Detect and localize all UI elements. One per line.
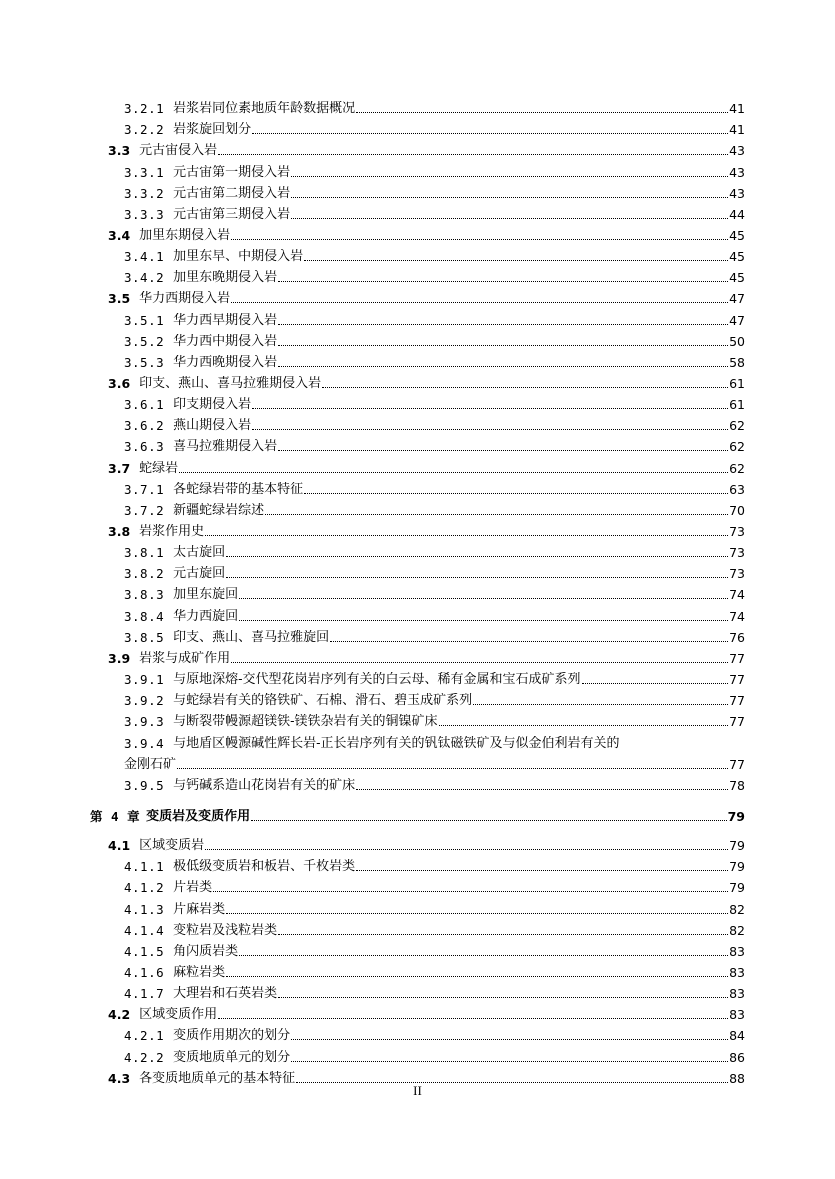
toc-dot-leader	[330, 641, 728, 642]
toc-entry-title: 与原地深熔-交代型花岗岩序列有关的白云母、稀有金属和宝石成矿系列	[173, 672, 581, 687]
toc-subsection-entry	[124, 311, 745, 329]
toc-dot-leader	[582, 683, 729, 684]
toc-page-number: 47	[729, 312, 745, 328]
toc-entry-number: 3.5.2	[124, 333, 165, 349]
toc-entry-title: 各蛇绿岩带的基本特征	[173, 481, 304, 497]
toc-entry-title-continued: 金刚石矿	[124, 756, 177, 772]
toc-entry-title: 变质作用期次的划分	[173, 1028, 291, 1044]
toc-subsection-entry	[124, 120, 745, 138]
toc-dot-leader	[356, 112, 728, 113]
toc-entry-number: 3.9.2	[124, 693, 165, 709]
toc-entry-number: 4.1	[108, 838, 131, 854]
toc-page-number: 44	[729, 206, 745, 222]
toc-subsection-entry	[124, 628, 745, 646]
toc-dot-leader	[291, 1039, 728, 1040]
toc-entry-title: 各变质地质单元的基本特征	[139, 1070, 296, 1086]
toc-dot-leader	[218, 154, 728, 155]
toc-dot-leader	[278, 366, 728, 367]
toc-entry-title: 岩浆与成矿作用	[139, 650, 231, 666]
toc-subsection-entry	[124, 1026, 745, 1044]
toc-entry-title: 蛇绿岩	[139, 460, 179, 476]
toc-dot-leader	[239, 598, 728, 599]
toc-entry-title: 与地盾区幔源碱性辉长岩-正长岩序列有关的钒钛磁铁矿及与似金伯利岩有关的	[173, 735, 620, 751]
toc-subsection-entry	[124, 776, 745, 794]
toc-entry-title: 加里东晚期侵入岩	[173, 270, 278, 286]
toc-dot-leader	[278, 324, 728, 325]
toc-subsection-entry	[124, 585, 745, 603]
toc-subsection-entry	[124, 501, 745, 519]
toc-page-number: 77	[729, 756, 745, 772]
toc-entry-title: 岩浆岩同位素地质年龄数据概况	[173, 101, 356, 116]
toc-entry-title: 片岩类	[173, 880, 213, 896]
toc-entry-title: 岩浆旋回划分	[173, 122, 252, 138]
toc-page-number: 45	[729, 270, 745, 286]
toc-entry-title: 大理岩和石英岩类	[173, 986, 278, 1002]
toc-entry-title: 华力西晚期侵入岩	[173, 354, 278, 370]
toc-entry-title: 元古宙第一期侵入岩	[173, 164, 291, 180]
toc-entry-number: 3.8.3	[124, 587, 165, 603]
toc-subsection-entry	[124, 857, 745, 875]
toc-entry-title: 元古宙第二期侵入岩	[173, 185, 291, 201]
toc-entry-title: 变质岩及变质作用	[146, 808, 251, 824]
toc-entry-title: 变粒岩及浅粒岩类	[173, 922, 278, 938]
toc-dot-leader	[226, 556, 728, 557]
toc-page-number: 79	[727, 808, 745, 824]
toc-entry-number: 3.6.2	[124, 418, 165, 434]
toc-section-entry	[108, 141, 745, 159]
toc-dot-leader	[278, 281, 728, 282]
toc-entry-number: 4.2.1	[124, 1028, 165, 1044]
toc-page-number: 78	[729, 777, 745, 793]
toc-subsection-entry	[124, 268, 745, 286]
toc-entry-title: 太古旋回	[173, 545, 226, 561]
toc-dot-leader	[179, 472, 728, 473]
toc-dot-leader	[218, 1018, 728, 1019]
toc-dot-leader	[291, 176, 728, 177]
toc-dot-leader	[239, 955, 728, 956]
toc-page-number: 79	[729, 880, 745, 896]
toc-page-number: 83	[729, 1007, 745, 1023]
toc-entry-title: 元古宙侵入岩	[139, 143, 218, 159]
toc-page-number: 70	[729, 502, 745, 518]
toc-dot-leader	[226, 976, 728, 977]
toc-entry-number: 3.8.5	[124, 629, 165, 645]
toc-subsection-entry	[124, 734, 745, 752]
toc-page-number: 43	[729, 143, 745, 159]
toc-subsection-entry	[124, 900, 745, 918]
toc-entry-number: 4.2	[108, 1007, 131, 1023]
toc-entry-number: 3.8	[108, 524, 131, 539]
toc-entry-title: 片麻岩类	[173, 901, 226, 917]
toc-page-number: 41	[729, 122, 745, 138]
toc-entry-number: 4.1.2	[124, 880, 165, 896]
toc-subsection-entry	[124, 332, 745, 350]
toc-page-number: 86	[729, 1049, 745, 1065]
toc-dot-leader	[439, 725, 729, 726]
toc-subsection-entry	[124, 564, 745, 582]
toc-entry-number: 3.4	[108, 227, 131, 243]
toc-dot-leader	[231, 662, 728, 663]
toc-dot-leader	[252, 429, 728, 430]
toc-page-number: 61	[729, 397, 745, 413]
toc-entry-title: 与蛇绿岩有关的铬铁矿、石棉、滑石、碧玉成矿系列	[173, 693, 473, 709]
toc-section-entry	[108, 289, 745, 307]
toc-subsection-entry	[124, 205, 745, 223]
toc-entry-number: 3.8.1	[124, 545, 165, 561]
toc-page-number: 84	[729, 1028, 745, 1044]
toc-entry-number: 4.1.1	[124, 859, 165, 875]
toc-dot-leader	[205, 535, 728, 536]
toc-dot-leader	[213, 891, 728, 892]
toc-entry-number: 3.9.1	[124, 672, 165, 687]
toc-entry-number: 3.9.3	[124, 714, 165, 730]
toc-entry-number: 3.4.1	[124, 249, 165, 265]
toc-subsection-entry	[124, 921, 745, 939]
toc-entry-title: 华力西早期侵入岩	[173, 312, 278, 328]
toc-entry-number: 3.3.1	[124, 164, 165, 180]
toc-entry-title: 印支、燕山、喜马拉雅旋回	[173, 629, 330, 645]
toc-entry-title: 岩浆作用史	[139, 524, 205, 539]
toc-entry-number: 3.7	[108, 460, 131, 476]
toc-section-entry	[108, 836, 745, 854]
toc-entry-number: 3.8.2	[124, 566, 165, 582]
toc-dot-leader	[291, 218, 728, 219]
toc-page-number: 61	[729, 375, 745, 391]
toc-page-number: 79	[729, 838, 745, 854]
toc-section-entry	[108, 649, 745, 667]
toc-page-number: 43	[729, 185, 745, 201]
toc-dot-leader	[278, 345, 728, 346]
toc-entry-number: 3.7.1	[124, 481, 165, 497]
toc-dot-leader	[356, 870, 728, 871]
toc-page-number: 74	[729, 587, 745, 603]
toc-dot-leader	[265, 514, 728, 515]
toc-subsection-entry	[124, 416, 745, 434]
page-number-footer: II	[413, 1083, 422, 1098]
toc-entry-number: 4.3	[108, 1070, 131, 1086]
toc-subsection-entry	[124, 247, 745, 265]
toc-dot-leader	[291, 197, 728, 198]
toc-entry-title: 华力西中期侵入岩	[173, 333, 278, 349]
toc-subsection-entry-continued	[124, 755, 745, 773]
toc-page-number: 43	[729, 164, 745, 180]
toc-page-number: 73	[729, 566, 745, 582]
toc-subsection-entry	[124, 607, 745, 625]
toc-entry-number: 3.2.2	[124, 122, 165, 138]
toc-subsection-entry	[124, 691, 745, 709]
toc-entry-title: 变质地质单元的划分	[173, 1049, 291, 1065]
toc-entry-title: 与断裂带幔源超镁铁-镁铁杂岩有关的铜镍矿床	[173, 714, 438, 730]
toc-entry-number: 4.2.2	[124, 1049, 165, 1065]
toc-subsection-entry	[124, 437, 745, 455]
toc-page-number: 76	[729, 629, 745, 645]
toc-dot-leader	[205, 849, 728, 850]
toc-page-number: 79	[729, 859, 745, 875]
toc-page-number: 88	[729, 1070, 745, 1086]
toc-subsection-entry	[124, 99, 745, 117]
toc-entry-number: 3.5.1	[124, 312, 165, 328]
toc-page-number: 83	[729, 986, 745, 1002]
toc-subsection-entry	[124, 543, 745, 561]
toc-entry-title: 加里东旋回	[173, 587, 239, 603]
toc-page-number: 77	[729, 714, 745, 730]
toc-page-number: 83	[729, 965, 745, 980]
toc-entry-title: 区域变质作用	[139, 1007, 218, 1023]
toc-page-number: 74	[729, 608, 745, 624]
toc-dot-leader	[226, 577, 728, 578]
toc-page-number: 47	[729, 291, 745, 307]
toc-page-number: 45	[729, 227, 745, 243]
toc-entry-number: 3.8.4	[124, 608, 165, 624]
toc-page-number: 77	[729, 672, 745, 687]
toc-entry-title: 喜马拉雅期侵入岩	[173, 439, 278, 455]
toc-dot-leader	[231, 302, 728, 303]
toc-subsection-entry	[124, 184, 745, 202]
toc-entry-title: 加里东期侵入岩	[139, 227, 231, 243]
toc-entry-number: 3.4.2	[124, 270, 165, 286]
toc-subsection-entry	[124, 712, 745, 730]
toc-section-entry	[108, 1005, 745, 1023]
toc-page-number: 62	[729, 418, 745, 434]
toc-entry-number: 3.7.2	[124, 502, 165, 518]
toc-dot-leader	[473, 704, 728, 705]
toc-dot-leader	[278, 934, 728, 935]
toc-entry-title: 华力西旋回	[173, 608, 239, 624]
toc-dot-leader	[291, 1061, 728, 1062]
toc-entry-number: 3.5	[108, 291, 131, 307]
toc-subsection-entry	[124, 670, 745, 688]
toc-entry-number: 4.1.4	[124, 922, 165, 938]
toc-dot-leader	[304, 493, 728, 494]
toc-dot-leader	[231, 239, 728, 240]
toc-entry-number: 3.9	[108, 650, 131, 666]
toc-section-entry	[108, 374, 745, 392]
toc-page-number: 77	[729, 650, 745, 666]
toc-entry-title: 华力西期侵入岩	[139, 291, 231, 307]
toc-page-number: 45	[729, 249, 745, 265]
toc-dot-leader	[252, 408, 728, 409]
toc-entry-title: 极低级变质岩和板岩、千枚岩类	[173, 859, 356, 875]
toc-page-number: 77	[729, 693, 745, 709]
toc-entry-title: 元古宙第三期侵入岩	[173, 206, 291, 222]
toc-entry-number: 3.3	[108, 143, 131, 159]
toc-page-number: 63	[729, 481, 745, 497]
toc-entry-number: 4.1.7	[124, 986, 165, 1002]
toc-dot-leader	[239, 620, 728, 621]
toc-entry-title: 元古旋回	[173, 566, 226, 582]
toc-subsection-entry	[124, 984, 745, 1002]
toc-page-number: 62	[729, 439, 745, 455]
toc-dot-leader	[278, 997, 728, 998]
toc-entry-number: 3.2.1	[124, 101, 165, 116]
toc-section-entry	[108, 226, 745, 244]
toc-page-number: 82	[729, 901, 745, 917]
toc-subsection-entry	[124, 395, 745, 413]
toc-entry-number: 3.6.3	[124, 439, 165, 455]
toc-entry-number: 3.9.4	[124, 735, 165, 751]
toc-dot-leader	[356, 789, 728, 790]
toc-dot-leader	[226, 913, 728, 914]
toc-entry-title: 角闪质岩类	[173, 943, 239, 959]
toc-chapter-entry	[90, 807, 745, 825]
toc-entry-title: 区域变质岩	[139, 838, 205, 854]
toc-page-number: 62	[729, 460, 745, 476]
toc-entry-number: 3.9.5	[124, 777, 165, 793]
toc-page-number: 73	[729, 524, 745, 539]
toc-dot-leader	[278, 450, 728, 451]
toc-entry-title: 新疆蛇绿岩综述	[173, 502, 265, 518]
toc-entry-number: 3.6.1	[124, 397, 165, 413]
toc-entry-number: 4.1.5	[124, 943, 165, 959]
toc-dot-leader	[251, 820, 727, 821]
toc-page-number: 82	[729, 922, 745, 938]
toc-entry-number: 4.1.6	[124, 965, 165, 980]
toc-entry-title: 麻粒岩类	[173, 965, 226, 980]
toc-dot-leader	[252, 133, 728, 134]
toc-page-number: 41	[729, 101, 745, 116]
toc-subsection-entry	[124, 878, 745, 896]
toc-entry-number: 第 4 章	[90, 808, 141, 824]
toc-subsection-entry	[124, 942, 745, 960]
toc-page-number: 50	[729, 333, 745, 349]
toc-page-number: 83	[729, 943, 745, 959]
toc-dot-leader	[322, 387, 728, 388]
toc-entry-number: 3.6	[108, 375, 131, 391]
toc-entry-number: 3.3.2	[124, 185, 165, 201]
toc-subsection-entry	[124, 480, 745, 498]
toc-entry-number: 4.1.3	[124, 901, 165, 917]
toc-entry-number: 3.5.3	[124, 354, 165, 370]
toc-section-entry	[108, 522, 745, 540]
toc-subsection-entry	[124, 1048, 745, 1066]
toc-subsection-entry	[124, 163, 745, 181]
toc-entry-title: 加里东早、中期侵入岩	[173, 249, 304, 265]
toc-entry-title: 与钙碱系造山花岗岩有关的矿床	[173, 777, 356, 793]
toc-page-number: 73	[729, 545, 745, 561]
toc-dot-leader	[304, 260, 728, 261]
toc-entry-title: 印支、燕山、喜马拉雅期侵入岩	[139, 375, 322, 391]
toc-page-number: 58	[729, 354, 745, 370]
toc-section-entry	[108, 459, 745, 477]
toc-entry-number: 3.3.3	[124, 206, 165, 222]
toc-dot-leader	[177, 768, 728, 769]
toc-entry-title: 燕山期侵入岩	[173, 418, 252, 434]
toc-subsection-entry	[124, 963, 745, 981]
toc-entry-title: 印支期侵入岩	[173, 397, 252, 413]
toc-subsection-entry	[124, 353, 745, 371]
